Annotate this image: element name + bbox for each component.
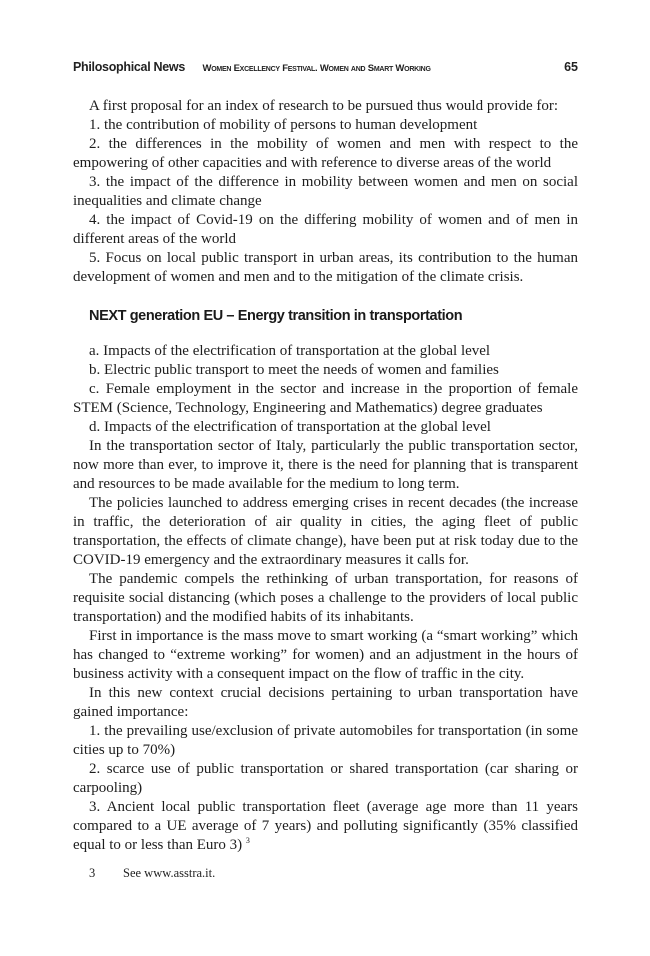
footnote-number: 3: [89, 866, 96, 880]
footnote-text: See www.asstra.it.: [123, 866, 216, 880]
page-number: 65: [564, 60, 578, 74]
body-list-item: [73, 798, 578, 855]
intro-list-item: 2. the differences in the mobility of women and men with respect to the empowering of other capacities and with reference to diverse areas of the world: [73, 136, 578, 171]
running-header: [73, 60, 578, 74]
body-paragraph: The pandemic compels the rethinking of urban transportation, for reasons of requisite social distancing (which poses a challenge to the providers of local public transportation) and the modified habits of its inhabitants.: [73, 571, 578, 625]
intro-paragraph: A first proposal for an index of research to be pursued thus would provide for:: [89, 98, 559, 114]
body-list-item: 1. the prevailing use/exclusion of private automobiles for transportation (in some cities up to 70%): [73, 723, 578, 758]
section-heading: NEXT generation EU – Energy transition in transportation: [89, 308, 463, 324]
body-paragraph: The policies launched to address emerging crises in recent decades (the increase in traffic, the deterioration of air quality in cities, the aging fleet of public transportation, the effects of climate change), have been put at risk today due to the COVID-19 emergency and the extraordinary measures it calls for.: [73, 495, 578, 568]
footnote-reference: 3: [245, 836, 250, 845]
body-paragraph: In this new context crucial decisions pertaining to urban transportation have gained importance:: [73, 685, 578, 720]
body-block: [73, 342, 578, 855]
body-list-item: d. Impacts of the electrification of transportation at the global level: [89, 419, 491, 435]
body-list-item: b. Electric public transport to meet the needs of women and families: [89, 362, 499, 378]
body-list-item-text: 3. Ancient local public transportation fleet (average age more than 11 years compared to a UE average of 7 years) and polluting significantly (35% classified equal to or less than Euro 3): [73, 799, 578, 853]
body-paragraph: In the transportation sector of Italy, particularly the public transportation sector, now more than ever, to improve it, there is the need for planning that is transparent and resources to be made available for the medium to long term.: [73, 438, 578, 492]
intro-list-item: 1. the contribution of mobility of persons to human development: [89, 117, 478, 133]
intro-block: [73, 97, 578, 287]
intro-list-item: 5. Focus on local public transport in urban areas, its contribution to the human development of women and men and to the mitigation of the climate crisis.: [73, 250, 578, 285]
body-list-item: c. Female employment in the sector and increase in the proportion of female STEM (Science, Technology, Engineering and Mathematics) degree graduates: [73, 381, 578, 416]
intro-list-item: 3. the impact of the difference in mobility between women and men on social inequalities and climate change: [73, 174, 578, 209]
journal-title: Philosophical News: [73, 60, 185, 74]
footnote: [89, 866, 215, 881]
section-title-header: Women Excellency Festival. Women and Smart Working: [202, 63, 431, 74]
intro-list-item: 4. the impact of Covid-19 on the differing mobility of women and of men in different areas of the world: [73, 212, 578, 247]
body-list-item: 2. scarce use of public transportation or shared transportation (car sharing or carpooling): [73, 761, 578, 796]
body-list-item: a. Impacts of the electrification of transportation at the global level: [89, 343, 491, 359]
body-paragraph: First in importance is the mass move to smart working (a “smart working” which has changed to “extreme working” for women) and an adjustment in the hours of business activity with a consequent impact on the flow of traffic in the city.: [73, 628, 578, 682]
